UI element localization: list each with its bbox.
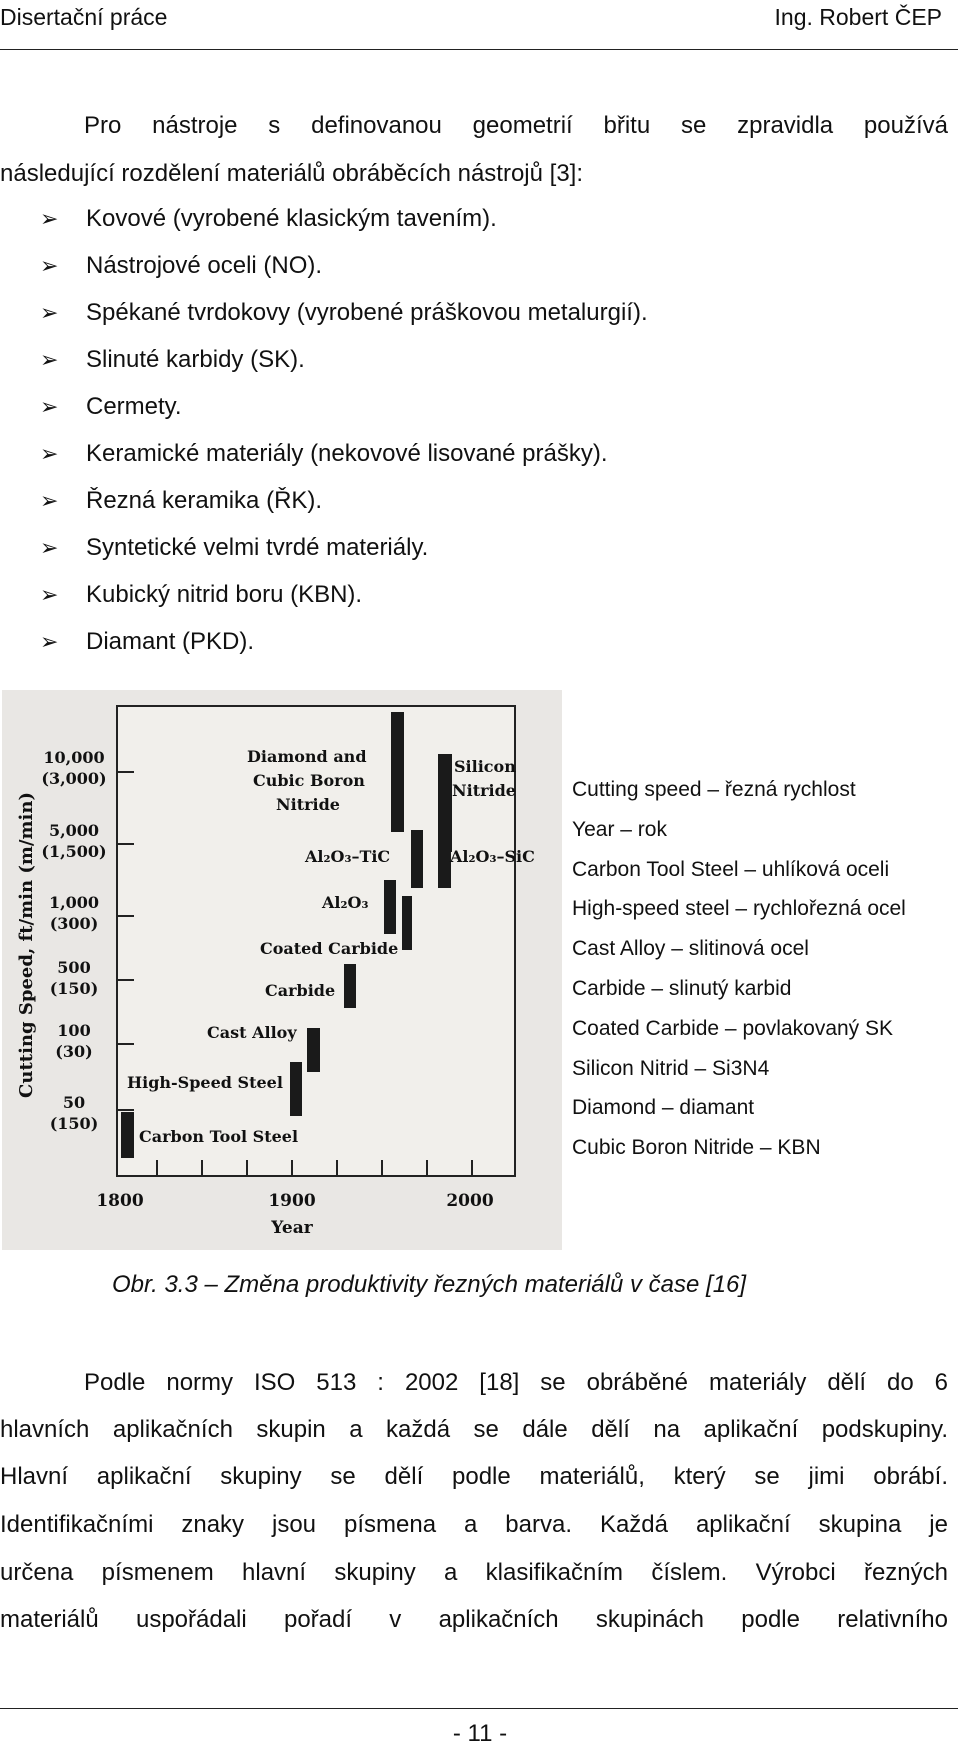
- arrow-bullet-icon: ➢: [40, 488, 59, 513]
- arrow-bullet-icon: ➢: [40, 441, 59, 466]
- label-silicon: Silicon: [454, 757, 516, 776]
- y-tick-label: 1,000: [48, 893, 100, 912]
- y-tick-label: (150): [49, 979, 99, 998]
- x-tick-label: 2000: [446, 1191, 494, 1211]
- bar-coated-carbide: [402, 896, 412, 950]
- label-al2o3-tic: Al₂O₃–TiC: [305, 847, 391, 866]
- bar-silicon-nitride: [438, 754, 452, 852]
- legend-item: Cutting speed – řezná rychlost: [572, 778, 856, 801]
- arrow-bullet-icon: ➢: [40, 629, 59, 654]
- legend-item: Silicon Nitrid – Si3N4: [572, 1057, 770, 1080]
- label-carbon-tool-steel: Carbon Tool Steel: [139, 1127, 299, 1146]
- x-axis-label: Year: [271, 1218, 313, 1238]
- list-item: ➢ Kubický nitrid boru (KBN).: [40, 581, 363, 608]
- arrow-bullet-icon: ➢: [40, 206, 59, 231]
- bar-al2o3-tic: [411, 830, 423, 888]
- bar-al2o3: [384, 880, 396, 934]
- body-line: hlavních aplikačních skupin a každá se dále dělí na aplikační podskupiny.: [0, 1416, 948, 1443]
- body-line: Identifikačními znaky jsou písmena a barva. Každá aplikační skupina je: [0, 1511, 948, 1538]
- header-rule: [0, 49, 958, 50]
- list-item: ➢ Diamant (PKD).: [40, 628, 255, 655]
- arrow-bullet-icon: ➢: [40, 253, 59, 278]
- list-item: ➢ Kovové (vyrobené klasickým tavením).: [40, 205, 497, 232]
- body-line: Podle normy ISO 513 : 2002 [18] se obráběné materiály dělí do 6: [84, 1369, 948, 1396]
- arrow-bullet-icon: ➢: [40, 535, 59, 560]
- legend-item: Cast Alloy – slitinová ocel: [572, 937, 809, 960]
- y-tick-label: (150): [49, 1114, 99, 1133]
- label-al2o3-sic: Al₂O₃–SiC: [450, 847, 535, 866]
- bar-cast-alloy: [307, 1028, 320, 1072]
- page-number: - 11 -: [452, 1720, 508, 1747]
- label-silicon-nitride: Nitride: [452, 781, 516, 800]
- y-tick-label: 500: [57, 958, 91, 977]
- list-item: ➢ Řezná keramika (ŘK).: [40, 487, 323, 514]
- cutting-speed-figure: [2, 690, 562, 1250]
- list-item: ➢ Syntetické velmi tvrdé materiály.: [40, 534, 429, 561]
- label-cast-alloy: Cast Alloy: [207, 1023, 297, 1042]
- bar-high-speed-steel: [290, 1062, 302, 1116]
- y-axis-label: Cutting Speed, ft/min (m/min): [16, 792, 37, 1098]
- x-tick-label: 1800: [96, 1191, 144, 1211]
- arrow-bullet-icon: ➢: [40, 582, 59, 607]
- header-author: Ing. Robert ČEP: [774, 4, 942, 30]
- label-high-speed-steel: High-Speed Steel: [127, 1073, 283, 1092]
- label-cubic-boron: Cubic Boron: [253, 771, 365, 790]
- body-line: materiálů uspořádali pořadí v aplikačních skupinách podle relativního: [0, 1606, 948, 1633]
- y-tick-label: (300): [49, 914, 99, 933]
- body-line: Hlavní aplikační skupiny se dělí podle materiálů, který se jimi obrábí.: [0, 1463, 948, 1490]
- intro-line: Pro nástroje s definovanou geometrií břitu se zpravidla používá: [84, 112, 948, 139]
- legend-item: Diamond – diamant: [572, 1096, 755, 1119]
- bar-diamond-cbn: [391, 712, 404, 832]
- y-tick-label: 50: [62, 1093, 86, 1112]
- legend-item: Coated Carbide – povlakovaný SK: [572, 1017, 894, 1040]
- list-item: ➢ Slinuté karbidy (SK).: [40, 346, 305, 373]
- legend-item: Cubic Boron Nitride – KBN: [572, 1136, 821, 1159]
- label-al2o3: Al₂O₃: [322, 893, 369, 912]
- arrow-bullet-icon: ➢: [40, 394, 59, 419]
- body-line: určena písmenem hlavní skupiny a klasifikačním číslem. Výrobci řezných: [0, 1559, 948, 1586]
- footer-rule: [0, 1708, 958, 1709]
- label-carbide: Carbide: [265, 981, 336, 1000]
- y-tick-label: (1,500): [41, 842, 107, 861]
- x-tick-label: 1900: [268, 1191, 316, 1211]
- list-item: ➢ Cermety.: [40, 393, 182, 420]
- legend-item: Carbon Tool Steel – uhlíková oceli: [572, 858, 890, 881]
- y-tick-label: 5,000: [48, 821, 100, 840]
- label-diamond: Diamond and: [247, 747, 367, 766]
- legend-item: Year – rok: [572, 818, 667, 841]
- y-tick-label: 100: [57, 1021, 91, 1040]
- list-item: ➢ Spékané tvrdokovy (vyrobené práškovou metalurgií).: [40, 299, 648, 326]
- label-nitride: Nitride: [276, 795, 340, 814]
- figure-caption: Obr. 3.3 – Změna produktivity řezných materiálů v čase [16]: [112, 1271, 747, 1298]
- list-item: ➢ Nástrojové oceli (NO).: [40, 252, 323, 279]
- arrow-bullet-icon: ➢: [40, 300, 59, 325]
- legend-item: High-speed steel – rychlořezná ocel: [572, 897, 906, 920]
- bar-carbide: [344, 964, 356, 1008]
- list-item: ➢ Keramické materiály (nekovové lisované prášky).: [40, 440, 608, 467]
- header-title: Disertační práce: [0, 4, 168, 30]
- legend-item: Carbide – slinutý karbid: [572, 977, 792, 1000]
- y-tick-label: (30): [55, 1042, 93, 1061]
- arrow-bullet-icon: ➢: [40, 347, 59, 372]
- bar-carbon-tool-steel: [121, 1112, 134, 1158]
- y-tick-label: (3,000): [41, 769, 107, 788]
- intro-line: následující rozdělení materiálů obráběcích nástrojů [3]:: [0, 160, 583, 187]
- label-coated-carbide: Coated Carbide: [260, 939, 399, 958]
- y-tick-label: 10,000: [43, 748, 105, 767]
